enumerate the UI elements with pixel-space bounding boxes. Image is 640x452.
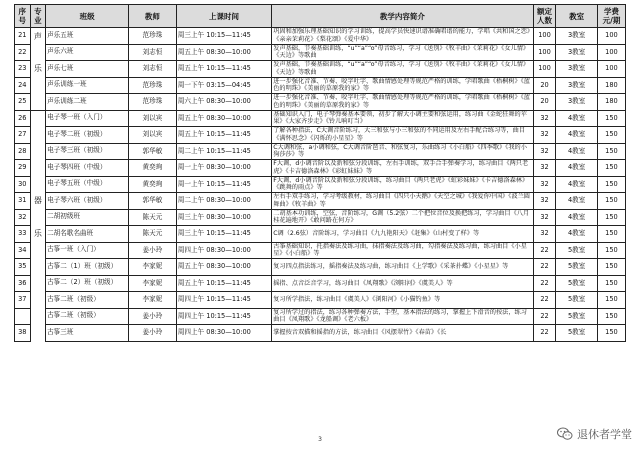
row-time: 周四上午 10:15—11:45 xyxy=(176,292,271,309)
table-row xyxy=(15,127,626,144)
category-cell xyxy=(30,242,46,259)
row-capacity: 100 xyxy=(533,61,556,78)
row-fee: 150 xyxy=(597,209,625,226)
row-fee: 150 xyxy=(597,160,625,177)
row-room: 3教室 xyxy=(556,44,597,61)
row-time: 周五上午 08:30—10:00 xyxy=(176,259,271,276)
row-class-name: 电子琴一班（入门） xyxy=(46,110,129,127)
category-cell xyxy=(30,325,46,342)
row-class-name: 声乐训练二班 xyxy=(46,94,129,111)
row-description: C大调和弦，a小调和弦，C大调音阶琶音、和弦复习，乐曲练习《小白船》《四季歌》《我的小狗莎莎》等 xyxy=(272,143,533,160)
row-time: 周一上午 08:30—10:00 xyxy=(176,160,271,177)
category-label: 乐 xyxy=(30,226,46,243)
row-index xyxy=(15,308,31,325)
row-description: F大调，d小调音阶以及新和弦分段训练，左右手训练，双手合手弹奏学习，练习曲目《两只老虎》《卡吉德洛森林》《彩虹妹妹》等 xyxy=(272,160,533,177)
row-class-name: 电子琴六班（初级） xyxy=(46,193,129,210)
row-teacher: 郭华敏 xyxy=(129,193,177,210)
row-teacher: 范珍珠 xyxy=(129,94,177,111)
row-index: 31 xyxy=(15,193,31,210)
category-label: 器 xyxy=(30,193,46,210)
row-teacher: 范珍珠 xyxy=(129,28,177,45)
table-row xyxy=(15,143,626,160)
row-class-name: 古筝二（1）班（初级） xyxy=(46,259,129,276)
row-capacity: 32 xyxy=(533,209,556,226)
row-class-name: 古筝一班（入门） xyxy=(46,242,129,259)
row-capacity: 100 xyxy=(533,44,556,61)
row-capacity: 32 xyxy=(533,143,556,160)
row-room: 4教室 xyxy=(556,110,597,127)
row-index: 24 xyxy=(15,77,31,94)
wechat-icon xyxy=(557,427,573,441)
row-fee: 150 xyxy=(597,259,625,276)
watermark xyxy=(557,426,632,442)
header-room: 教室 xyxy=(556,5,597,28)
row-description: C调（2.6弦）音阶练习，学习曲目《九九艳阳天》《赶集》《山村变了样》等 xyxy=(272,226,533,243)
row-fee: 150 xyxy=(597,127,625,144)
row-room: 4教室 xyxy=(556,143,597,160)
watermark-text: 退休者学堂 xyxy=(577,428,632,441)
row-description: 了解各种指法，C大调音阶练习，大三和弦与小三和弦的不同运用及左右手配合练习等，曲目《满怀思念》《闪烁的小星星》等 xyxy=(272,127,533,144)
row-index: 36 xyxy=(15,275,31,292)
row-capacity: 32 xyxy=(533,110,556,127)
table-row xyxy=(15,226,626,243)
row-room: 4教室 xyxy=(556,127,597,144)
row-teacher: 李家妮 xyxy=(129,275,177,292)
row-class-name: 古筝二班（初级） xyxy=(46,308,129,325)
row-index: 37 xyxy=(15,292,31,309)
row-index: 22 xyxy=(15,44,31,61)
row-capacity: 22 xyxy=(533,259,556,276)
row-description: 摇指、点音泛音学习，练习曲目《凤翔歌》《浏阳河》《虞美人》等 xyxy=(272,275,533,292)
row-class-name: 声乐七班 xyxy=(46,61,129,78)
row-description: 进一步强化音准、节奏、咬字吐字、歌曲情感处理等规范严格的训练，学唱歌曲《梧桐树》《蓝色的明珠》《美丽的草原我的家》等 xyxy=(272,77,533,94)
row-room: 5教室 xyxy=(556,292,597,309)
category-cell xyxy=(30,127,46,144)
row-description: 巩固和加强乐理基础知识的学习训练，提高学员快速识谱准确唱谱的能力，学唱《共和国之恋》《亲亲茉莉花》《梨花颂》《爱中华》 xyxy=(272,28,533,45)
header-description: 教学内容简介 xyxy=(272,5,533,28)
row-teacher: 郭华敏 xyxy=(129,143,177,160)
row-description: 二胡基本功训练，空弦，音阶练习，G调（5.2弦）二个把位音位及换把练习，学习曲目《八月桂花遍地开》《敢问路在何方》 xyxy=(272,209,533,226)
row-teacher: 姜小玲 xyxy=(129,325,177,342)
row-capacity: 32 xyxy=(533,160,556,177)
row-fee: 150 xyxy=(597,325,625,342)
row-description: 发声基础，节奏基础训练，“u”“a”“o”母音练习，学习《送别》《牧羊曲》《茉莉花》《女儿情》《天边》等歌曲 xyxy=(272,61,533,78)
row-fee: 150 xyxy=(597,275,625,292)
row-time: 周四上午 10:15—11:45 xyxy=(176,308,271,325)
category-cell xyxy=(30,176,46,193)
row-time: 周四上午 08:30—10:00 xyxy=(176,242,271,259)
category-cell xyxy=(30,94,46,111)
row-fee: 150 xyxy=(597,308,625,325)
row-time: 周四上午 08:30—10:00 xyxy=(176,325,271,342)
table-row xyxy=(15,193,626,210)
row-room: 3教室 xyxy=(556,28,597,45)
header-class: 班级 xyxy=(46,5,129,28)
row-time: 周二上午 08:30—10:00 xyxy=(176,193,271,210)
row-teacher: 黄奕珣 xyxy=(129,176,177,193)
row-room: 5教室 xyxy=(556,325,597,342)
row-index: 27 xyxy=(15,127,31,144)
category-cell xyxy=(30,143,46,160)
row-capacity: 22 xyxy=(533,242,556,259)
category-cell xyxy=(30,160,46,177)
row-description: F大调，d小调音阶以及新和弦分段训练，练习曲目《两只老虎》《虹彩妹妹》《卡吉德洛森林》《跳舞的雨点》等 xyxy=(272,176,533,193)
row-time: 周五上午 10:15—11:45 xyxy=(176,61,271,78)
row-time: 周六上午 08:30—10:00 xyxy=(176,94,271,111)
row-index: 32 xyxy=(15,209,31,226)
category-cell xyxy=(30,275,46,292)
row-description: 复习所学指法，练习曲目《虞美人》《浏阳河》《小猫钓鱼》等 xyxy=(272,292,533,309)
row-class-name: 声乐六班 xyxy=(46,44,129,61)
row-description: 进一步强化音准、节奏、咬字吐字、歌曲情感处理等规范严格的训练，学唱歌曲《梧桐树》《蓝色的明珠》《美丽的草原我的家》等 xyxy=(272,94,533,111)
table-row xyxy=(15,77,626,94)
row-class-name: 二胡名歌名曲班 xyxy=(46,226,129,243)
page-number: 3 xyxy=(318,436,322,443)
row-index: 23 xyxy=(15,61,31,78)
header-index: 序号 xyxy=(15,5,31,28)
table-header-row xyxy=(15,5,626,28)
row-capacity: 22 xyxy=(533,308,556,325)
row-fee: 150 xyxy=(597,292,625,309)
row-fee: 100 xyxy=(597,44,625,61)
row-time: 周二上午 10:15—11:45 xyxy=(176,143,271,160)
row-capacity: 32 xyxy=(533,176,556,193)
row-teacher: 黄奕珣 xyxy=(129,160,177,177)
row-class-name: 声乐训练一班 xyxy=(46,77,129,94)
row-class-name: 电子琴五班（中级） xyxy=(46,176,129,193)
row-index: 26 xyxy=(15,110,31,127)
header-capacity: 额定人数 xyxy=(533,5,556,28)
category-label: 乐 xyxy=(30,61,46,78)
row-description: 复习四点指法练习，摇指奏法及练习曲，练习曲目《上学歌》《采茶扑蝶》《小星星》等 xyxy=(272,259,533,276)
row-teacher: 范珍珠 xyxy=(129,77,177,94)
row-index: 25 xyxy=(15,94,31,111)
row-time: 周三上午 08:30—10:00 xyxy=(176,209,271,226)
row-description: 古筝基础知识，托指奏法及练习曲，抹指奏法及练习曲，勾指奏法及练习曲，练习曲目《小星星》《小白船》等 xyxy=(272,242,533,259)
row-time: 周五上午 10:15—11:45 xyxy=(176,127,271,144)
course-schedule-sheet xyxy=(14,4,626,342)
row-fee: 150 xyxy=(597,143,625,160)
row-capacity: 20 xyxy=(533,77,556,94)
row-index: 35 xyxy=(15,259,31,276)
table-row xyxy=(15,292,626,309)
row-class-name: 古筝二（2）班（初级） xyxy=(46,275,129,292)
row-capacity: 22 xyxy=(533,325,556,342)
row-capacity: 22 xyxy=(533,292,556,309)
row-fee: 150 xyxy=(597,176,625,193)
table-row xyxy=(15,325,626,342)
row-time: 周五上午 08:30—10:00 xyxy=(176,110,271,127)
category-cell xyxy=(30,259,46,276)
row-class-name: 电子琴四班（中级） xyxy=(46,160,129,177)
row-capacity: 32 xyxy=(533,226,556,243)
row-class-name: 电子琴三班（初级） xyxy=(46,143,129,160)
row-teacher: 姜小玲 xyxy=(129,242,177,259)
row-description: 基础知识入门，电子琴弹奏基本要领，初步了解大小调主要和弦运用，练习曲《金蛇狂舞的苹果》《大家齐步走》《铃儿响叮当》 xyxy=(272,110,533,127)
row-index: 33 xyxy=(15,226,31,243)
table-row xyxy=(15,44,626,61)
row-index: 21 xyxy=(15,28,31,45)
row-room: 4教室 xyxy=(556,193,597,210)
category-cell xyxy=(30,292,46,309)
row-description: 左右手双手练习，学习考级教材，练习曲目《四只小天鹅》《天空之城》《我爱你中国》《波兰圆舞曲》《牧羊曲》等 xyxy=(272,193,533,210)
row-description: 发声基础，节奏基础训练，“u”“a”“o”母音练习，学习《送别》《牧羊曲》《茉莉花》《女儿情》《天边》等歌曲 xyxy=(272,44,533,61)
row-room: 3教室 xyxy=(556,61,597,78)
row-time: 周五上午 08:30—10:00 xyxy=(176,44,271,61)
row-teacher: 陈天元 xyxy=(129,209,177,226)
row-time: 周三上午 10:15—11:45 xyxy=(176,226,271,243)
row-capacity: 22 xyxy=(533,275,556,292)
row-fee: 150 xyxy=(597,110,625,127)
row-time: 周一上午 10:15—11:45 xyxy=(176,176,271,193)
row-room: 4教室 xyxy=(556,160,597,177)
header-time: 上课时间 xyxy=(176,5,271,28)
row-capacity: 32 xyxy=(533,193,556,210)
row-description: 掌握按音双描和摇指的方法，练习曲目《风摆翠竹》《春苗》《长 xyxy=(272,325,533,342)
row-class-name: 声乐五班 xyxy=(46,28,129,45)
category-cell xyxy=(30,209,46,226)
table-row xyxy=(15,209,626,226)
row-index: 29 xyxy=(15,160,31,177)
row-teacher: 刘志恒 xyxy=(129,61,177,78)
table-row xyxy=(15,259,626,276)
row-index: 34 xyxy=(15,242,31,259)
category-cell xyxy=(30,308,46,325)
row-time: 周三上午 10:15—11:45 xyxy=(176,28,271,45)
row-class-name: 电子琴二班（初级） xyxy=(46,127,129,144)
row-class-name: 古筝二班（初级） xyxy=(46,292,129,309)
row-room: 3教室 xyxy=(556,94,597,111)
table-row xyxy=(15,94,626,111)
table-row xyxy=(15,61,626,78)
row-room: 4教室 xyxy=(556,209,597,226)
row-room: 4教室 xyxy=(556,226,597,243)
header-category: 专业 xyxy=(30,5,46,28)
row-teacher: 刘志恒 xyxy=(129,44,177,61)
course-table xyxy=(14,4,626,342)
row-room: 4教室 xyxy=(556,176,597,193)
category-cell xyxy=(30,44,46,61)
row-fee: 180 xyxy=(597,77,625,94)
table-row xyxy=(15,28,626,45)
row-capacity: 100 xyxy=(533,28,556,45)
row-time: 周一下午 03:15—04:45 xyxy=(176,77,271,94)
row-description: 复习所学过的指法，练习各种弹奏方法，手型，基本指法的练习，掌握上下滑音的按法，练习曲目《凤翔歌》《龙船调》《老六板》 xyxy=(272,308,533,325)
row-fee: 150 xyxy=(597,226,625,243)
row-index: 28 xyxy=(15,143,31,160)
table-row xyxy=(15,308,626,325)
row-teacher: 李家妮 xyxy=(129,259,177,276)
table-row xyxy=(15,160,626,177)
row-room: 5教室 xyxy=(556,275,597,292)
category-label: 声 xyxy=(30,28,46,45)
row-capacity: 32 xyxy=(533,127,556,144)
table-row xyxy=(15,176,626,193)
row-class-name: 古筝三班 xyxy=(46,325,129,342)
category-cell xyxy=(30,77,46,94)
row-room: 3教室 xyxy=(556,77,597,94)
header-teacher: 教师 xyxy=(129,5,177,28)
row-teacher: 刘以宾 xyxy=(129,110,177,127)
table-row xyxy=(15,110,626,127)
row-fee: 100 xyxy=(597,28,625,45)
header-fee: 学费元/期 xyxy=(597,5,625,28)
row-time: 周五上午 10:15—11:45 xyxy=(176,275,271,292)
row-fee: 100 xyxy=(597,61,625,78)
row-fee: 150 xyxy=(597,193,625,210)
row-capacity: 20 xyxy=(533,94,556,111)
row-fee: 150 xyxy=(597,242,625,259)
row-class-name: 二胡初级班 xyxy=(46,209,129,226)
row-fee: 180 xyxy=(597,94,625,111)
table-row xyxy=(15,275,626,292)
row-teacher: 李家妮 xyxy=(129,292,177,309)
row-index: 38 xyxy=(15,325,31,342)
row-index: 30 xyxy=(15,176,31,193)
table-row xyxy=(15,242,626,259)
row-room: 5教室 xyxy=(556,242,597,259)
row-teacher: 姜小玲 xyxy=(129,308,177,325)
row-room: 5教室 xyxy=(556,308,597,325)
row-room: 5教室 xyxy=(556,259,597,276)
row-teacher: 刘以宾 xyxy=(129,127,177,144)
category-cell xyxy=(30,110,46,127)
row-teacher: 陈天元 xyxy=(129,226,177,243)
